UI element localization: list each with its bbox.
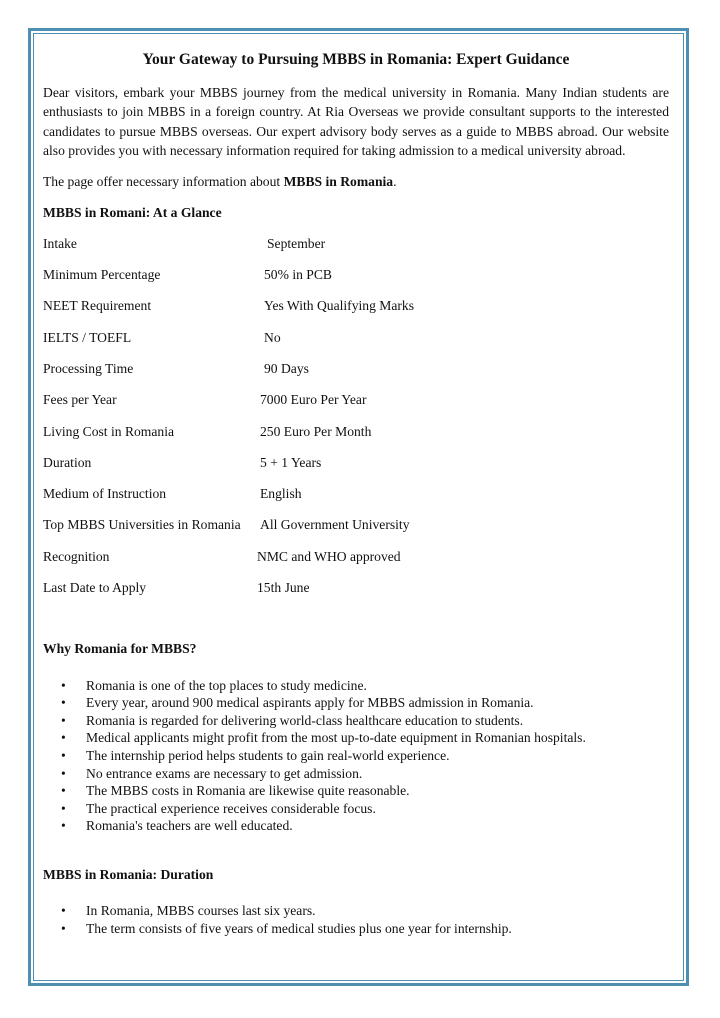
glance-label: Fees per Year — [43, 392, 117, 408]
bullet-icon: • — [61, 818, 66, 834]
intro-paragraph: Dear visitors, embark your MBBS journey from the medical university in Romania. Many Indian students are enthusiasts to join MBBS in a foreign country. At Ria Overseas we provide consultant supports to the interested candidates to pursue MBBS overseas. Our expert advisory body serves as a guide to MBBS abroad. Our website also provides you with necessary information required for taking admission to a medical university abroad. — [43, 85, 669, 158]
offer-prefix: The page offer necessary information about — [43, 174, 284, 190]
list-item — [43, 729, 669, 747]
glance-row — [43, 547, 669, 578]
why-list — [43, 677, 669, 835]
glance-label: Intake — [43, 235, 77, 251]
glance-row — [43, 484, 669, 515]
list-item — [43, 677, 669, 695]
glance-value: NMC and WHO approved — [257, 548, 401, 564]
glance-row — [43, 515, 669, 546]
glance-row — [43, 296, 669, 327]
glance-value: No — [264, 329, 281, 345]
glance-label: Top MBBS Universities in Romania — [43, 517, 241, 533]
why-heading: Why Romania for MBBS? — [43, 641, 197, 657]
list-item — [43, 747, 669, 765]
glance-label: Duration — [43, 454, 92, 470]
glance-label: Minimum Percentage — [43, 267, 161, 283]
glance-value: 250 Euro Per Month — [260, 423, 372, 439]
glance-value: 90 Days — [264, 360, 309, 376]
list-item-text: The MBBS costs in Romania are likewise quite reasonable. — [86, 783, 410, 799]
list-item-text: The practical experience receives considerable focus. — [86, 800, 376, 816]
glance-value: 50% in PCB — [264, 267, 332, 283]
glance-value: English — [260, 486, 302, 502]
glance-value: Yes With Qualifying Marks — [264, 298, 414, 314]
list-item — [43, 920, 669, 938]
bullet-icon: • — [61, 748, 66, 764]
list-item-text: Medical applicants might profit from the most up-to-date equipment in Romanian hospitals. — [86, 730, 586, 746]
duration-heading: MBBS in Romania: Duration — [43, 866, 214, 882]
bullet-icon: • — [61, 920, 66, 936]
glance-label: Last Date to Apply — [43, 580, 147, 596]
glance-value: 15th June — [257, 580, 310, 596]
list-item-text: The internship period helps students to gain real-world experience. — [86, 748, 450, 764]
list-item-text: Romania's teachers are well educated. — [86, 818, 293, 834]
list-item — [43, 712, 669, 730]
list-item-text: In Romania, MBBS courses last six years. — [86, 903, 316, 919]
bullet-icon: • — [61, 903, 66, 919]
glance-label: Living Cost in Romania — [43, 423, 175, 439]
list-item-text: The term consists of five years of medical studies plus one year for internship. — [86, 920, 512, 936]
list-item — [43, 782, 669, 800]
glance-value: 7000 Euro Per Year — [260, 392, 367, 408]
bullet-icon: • — [61, 783, 66, 799]
glance-row — [43, 265, 669, 296]
list-item — [43, 817, 669, 835]
list-item-text: Romania is regarded for delivering world-class healthcare education to students. — [86, 712, 524, 728]
bullet-icon: • — [61, 730, 66, 746]
duration-list — [43, 902, 669, 937]
bullet-icon: • — [61, 712, 66, 728]
offer-bold: MBBS in Romania — [283, 174, 394, 190]
bullet-icon: • — [61, 695, 66, 711]
glance-row — [43, 390, 669, 421]
glance-row — [43, 422, 669, 453]
list-item — [43, 902, 669, 920]
glance-label: Recognition — [43, 548, 110, 564]
glance-row — [43, 578, 669, 609]
offer-paragraph — [43, 172, 669, 191]
glance-heading: MBBS in Romani: At a Glance — [43, 205, 222, 221]
offer-suffix: . — [393, 174, 397, 190]
glance-label: NEET Requirement — [43, 298, 152, 314]
list-item-text: Every year, around 900 medical aspirants apply for MBBS admission in Romania. — [86, 695, 534, 711]
document-title: Your Gateway to Pursuing MBBS in Romania: Expert Guidance — [142, 51, 570, 68]
glance-row — [43, 359, 669, 390]
glance-value: 5 + 1 Years — [260, 454, 322, 470]
bullet-icon: • — [61, 800, 66, 816]
list-item-text: Romania is one of the top places to study medicine. — [86, 677, 367, 693]
list-item — [43, 694, 669, 712]
glance-row — [43, 453, 669, 484]
glance-value: September — [267, 235, 326, 251]
list-item — [43, 800, 669, 818]
glance-row — [43, 234, 669, 265]
document-body — [43, 50, 669, 937]
glance-label: IELTS / TOEFL — [43, 329, 132, 345]
bullet-icon: • — [61, 765, 66, 781]
list-item — [43, 765, 669, 783]
glance-row — [43, 328, 669, 359]
glance-label: Processing Time — [43, 360, 134, 376]
glance-label: Medium of Instruction — [43, 486, 167, 502]
glance-table — [43, 234, 669, 610]
list-item-text: No entrance exams are necessary to get admission. — [86, 765, 363, 781]
bullet-icon: • — [61, 677, 66, 693]
glance-value: All Government University — [260, 517, 410, 533]
